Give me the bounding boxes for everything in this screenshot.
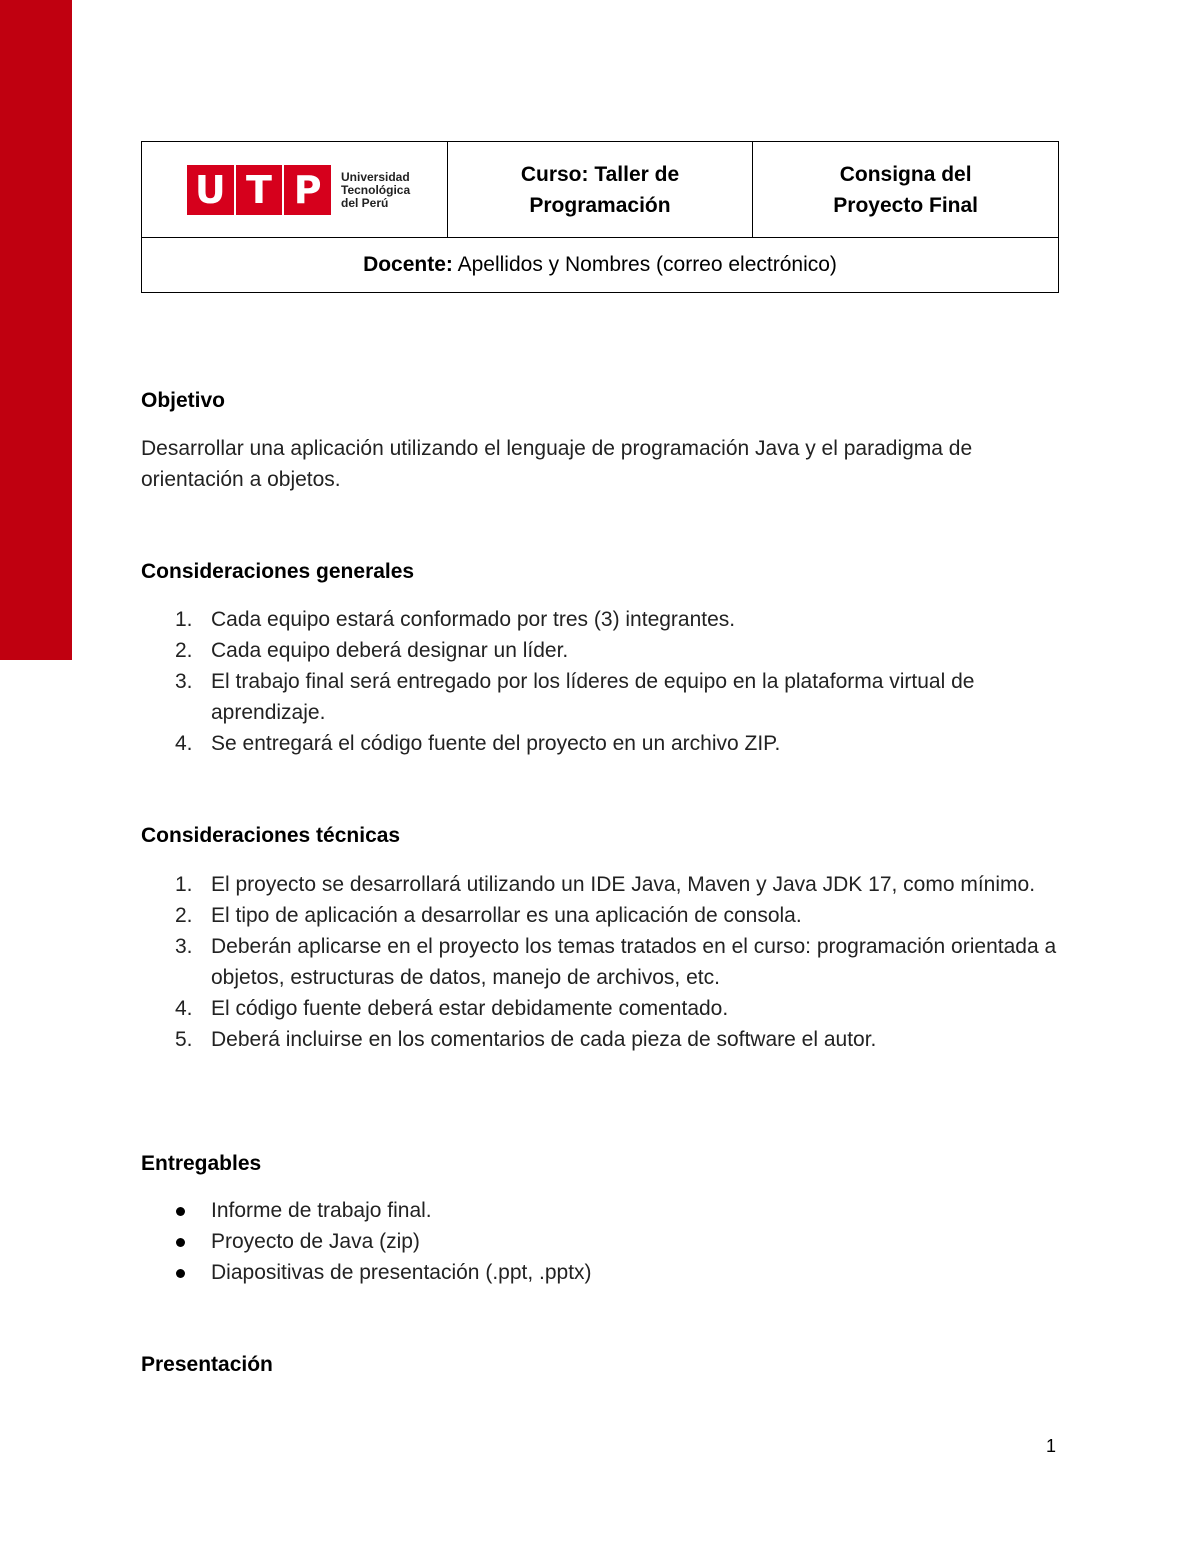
generales-heading: Consideraciones generales bbox=[141, 560, 415, 583]
entregables-list bbox=[141, 1195, 1061, 1288]
presentacion-heading: Presentación bbox=[141, 1353, 273, 1376]
list-item: 1. Cada equipo estará conformado por tres (3) integrantes. bbox=[175, 608, 736, 631]
utp-logo bbox=[187, 165, 410, 215]
bullet-icon bbox=[176, 1207, 185, 1216]
logo-letter-p: P bbox=[284, 165, 331, 215]
logo-cell bbox=[142, 142, 448, 238]
doc-title-line1: Consigna del bbox=[839, 162, 972, 186]
objetivo-heading: Objetivo bbox=[141, 389, 226, 412]
list-item: 5. Deberá incluirse en los comentarios de cada pieza de software el autor. bbox=[175, 1028, 877, 1051]
course-title-line2: Programación bbox=[529, 193, 671, 217]
logo-letter-t: T bbox=[236, 165, 283, 215]
list-item: 4. Se entregará el código fuente del proyecto en un archivo ZIP. bbox=[175, 732, 781, 755]
bullet-icon bbox=[176, 1269, 185, 1278]
teacher-cell bbox=[142, 238, 1059, 293]
doc-title-cell bbox=[753, 142, 1059, 238]
list-item: 3. El trabajo final será entregado por los líderes de equipo en la plataforma virtual de aprendizaje. bbox=[175, 670, 975, 724]
course-title-line1: Curso: Taller de bbox=[520, 162, 680, 186]
generales-list bbox=[141, 604, 1061, 759]
objetivo-text: Desarrollar una aplicación utilizando el lenguaje de programación Java y el paradigma de orientación a objetos. bbox=[141, 437, 973, 491]
tecnicas-list bbox=[141, 869, 1061, 1055]
list-item: 2. Cada equipo deberá designar un líder. bbox=[175, 639, 569, 662]
list-item: Diapositivas de presentación (.ppt, .pptx) bbox=[141, 1257, 1061, 1288]
teacher-value: Apellidos y Nombres (correo electrónico) bbox=[457, 253, 837, 276]
page-number: 1 bbox=[1046, 1436, 1057, 1456]
header-table bbox=[141, 141, 1059, 293]
bullet-icon bbox=[176, 1238, 185, 1247]
list-item: 4. El código fuente deberá estar debidamente comentado. bbox=[175, 997, 729, 1020]
list-item: 2. El tipo de aplicación a desarrollar es una aplicación de consola. bbox=[175, 904, 802, 927]
doc-title-line2: Proyecto Final bbox=[833, 193, 978, 217]
list-item: Proyecto de Java (zip) bbox=[141, 1226, 1061, 1257]
list-item: Informe de trabajo final. bbox=[141, 1195, 1061, 1226]
accent-bar bbox=[0, 0, 72, 660]
list-item: 3. Deberán aplicarse en el proyecto los temas tratados en el curso: programación orientada a objetos, estructuras de datos, manejo de archivos, etc. bbox=[175, 935, 1057, 989]
tecnicas-heading: Consideraciones técnicas bbox=[141, 824, 401, 847]
entregables-heading: Entregables bbox=[141, 1152, 262, 1175]
logo-text: Universidad Tecnológica del Perú bbox=[341, 169, 411, 210]
list-item: 1. El proyecto se desarrollará utilizando un IDE Java, Maven y Java JDK 17, como mínimo. bbox=[175, 873, 1036, 896]
course-cell bbox=[447, 142, 753, 238]
logo-letter-u: U bbox=[187, 165, 234, 215]
teacher-label: Docente: bbox=[363, 253, 453, 276]
